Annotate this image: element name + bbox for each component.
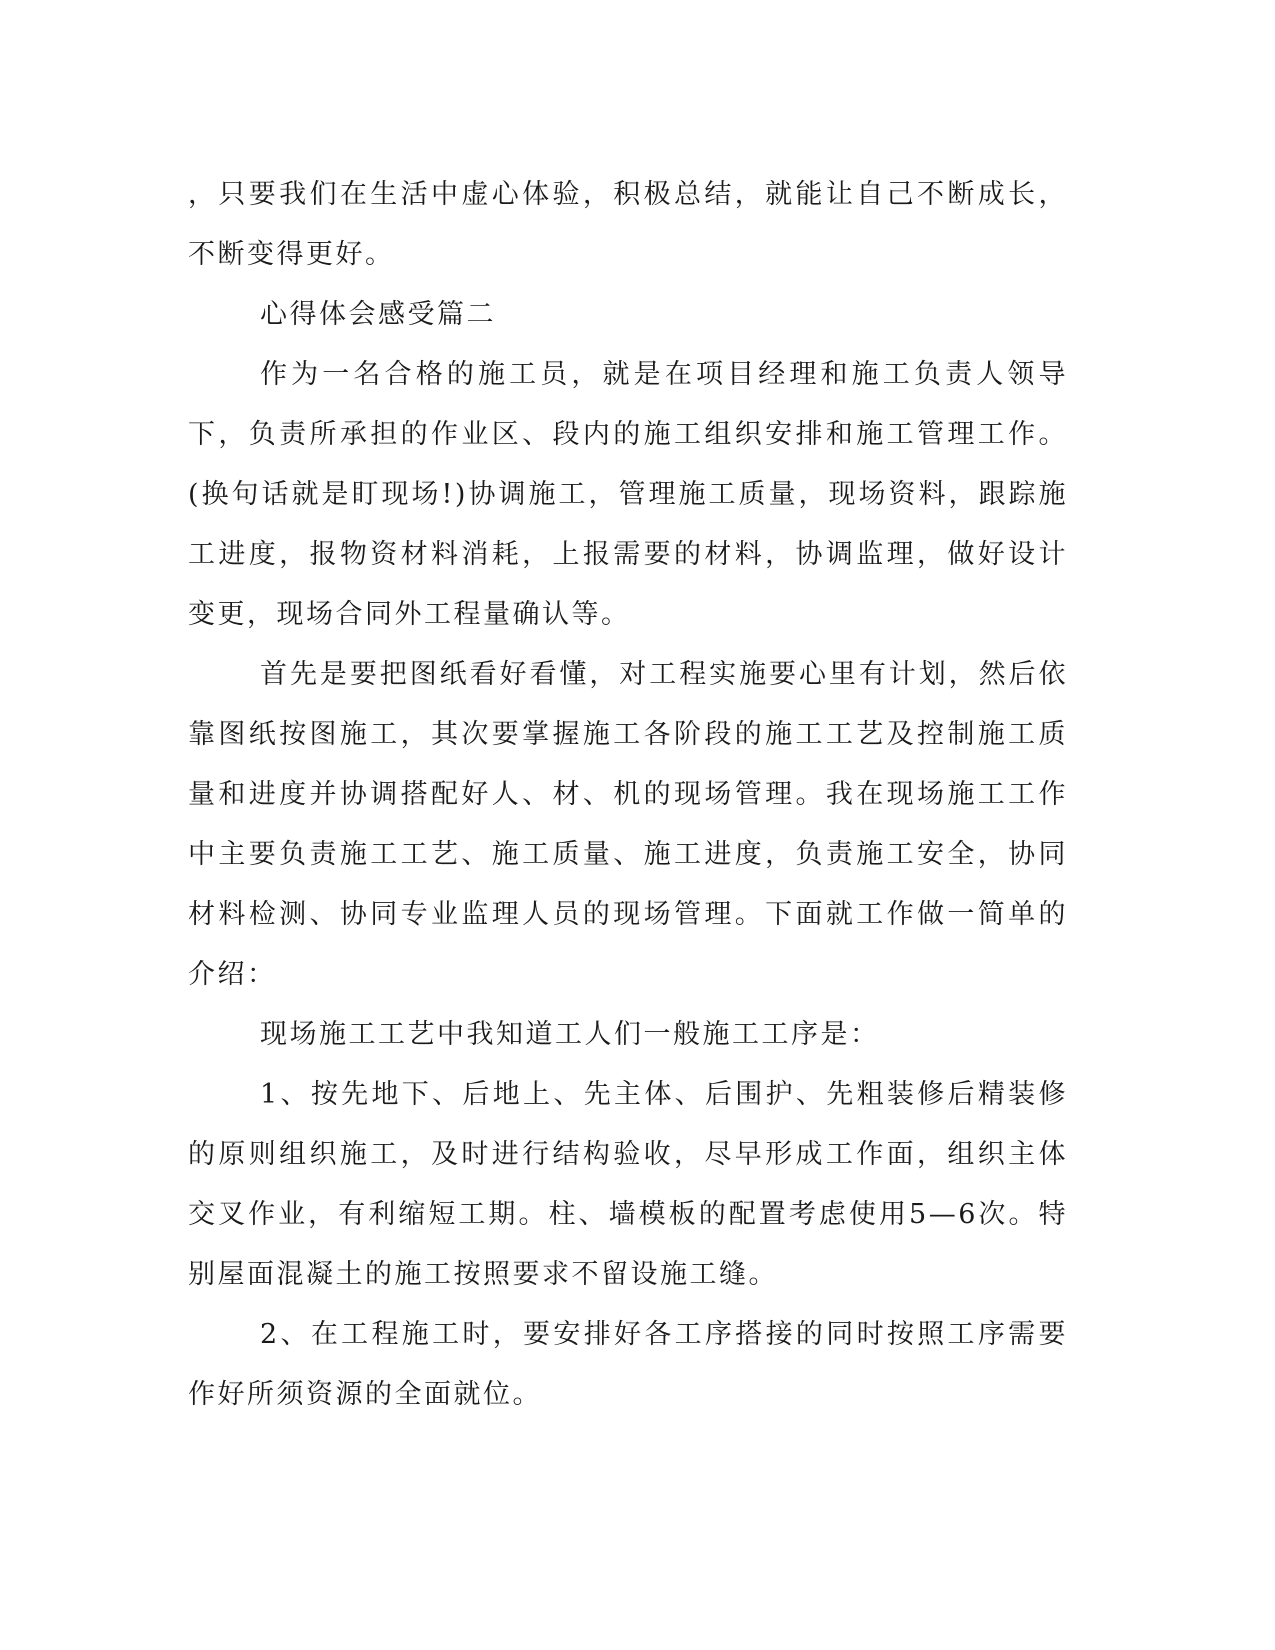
paragraph-continuation: ，只要我们在生活中虚心体验，积极总结，就能让自己不断成长，不断变得更好。 [188, 179, 1068, 270]
document-body [188, 165, 1068, 1425]
paragraph-process-intro: 现场施工工艺中我知道工人们一般施工工序是： [260, 1019, 880, 1050]
paragraph-role-description: 作为一名合格的施工员，就是在项目经理和施工负责人领导下，负责所承担的作业区、段内的施工组织安排和施工管理工作。(换句话就是盯现场!)协调施工，管理施工质量，现场资料，跟踪施工进度，报物资材料消耗，上报需要的材料，协调监理，做好设计变更，现场合同外工程量确认等。 [188, 359, 1068, 630]
paragraph-drawings-and-management: 首先是要把图纸看好看懂，对工程实施要心里有计划，然后依靠图纸按图施工，其次要掌握施工各阶段的施工工艺及控制施工质量和进度并协调搭配好人、材、机的现场管理。我在现场施工工作中主要负责施工工艺、施工质量、施工进度，负责施工安全，协同材料检测、协同专业监理人员的现场管理。下面就工作做一简单的介绍： [188, 659, 1068, 990]
paragraph-item-1: 1、按先地下、后地上、先主体、后围护、先粗装修后精装修的原则组织施工，及时进行结构验收，尽早形成工作面，组织主体交叉作业，有利缩短工期。柱、墙模板的配置考虑使用5—6次。特别屋面混凝土的施工按照要求不留设施工缝。 [188, 1079, 1068, 1290]
paragraph-item-2: 2、在工程施工时，要安排好各工序搭接的同时按照工序需要作好所须资源的全面就位。 [188, 1319, 1068, 1410]
section-heading: 心得体会感受篇二 [260, 299, 496, 330]
